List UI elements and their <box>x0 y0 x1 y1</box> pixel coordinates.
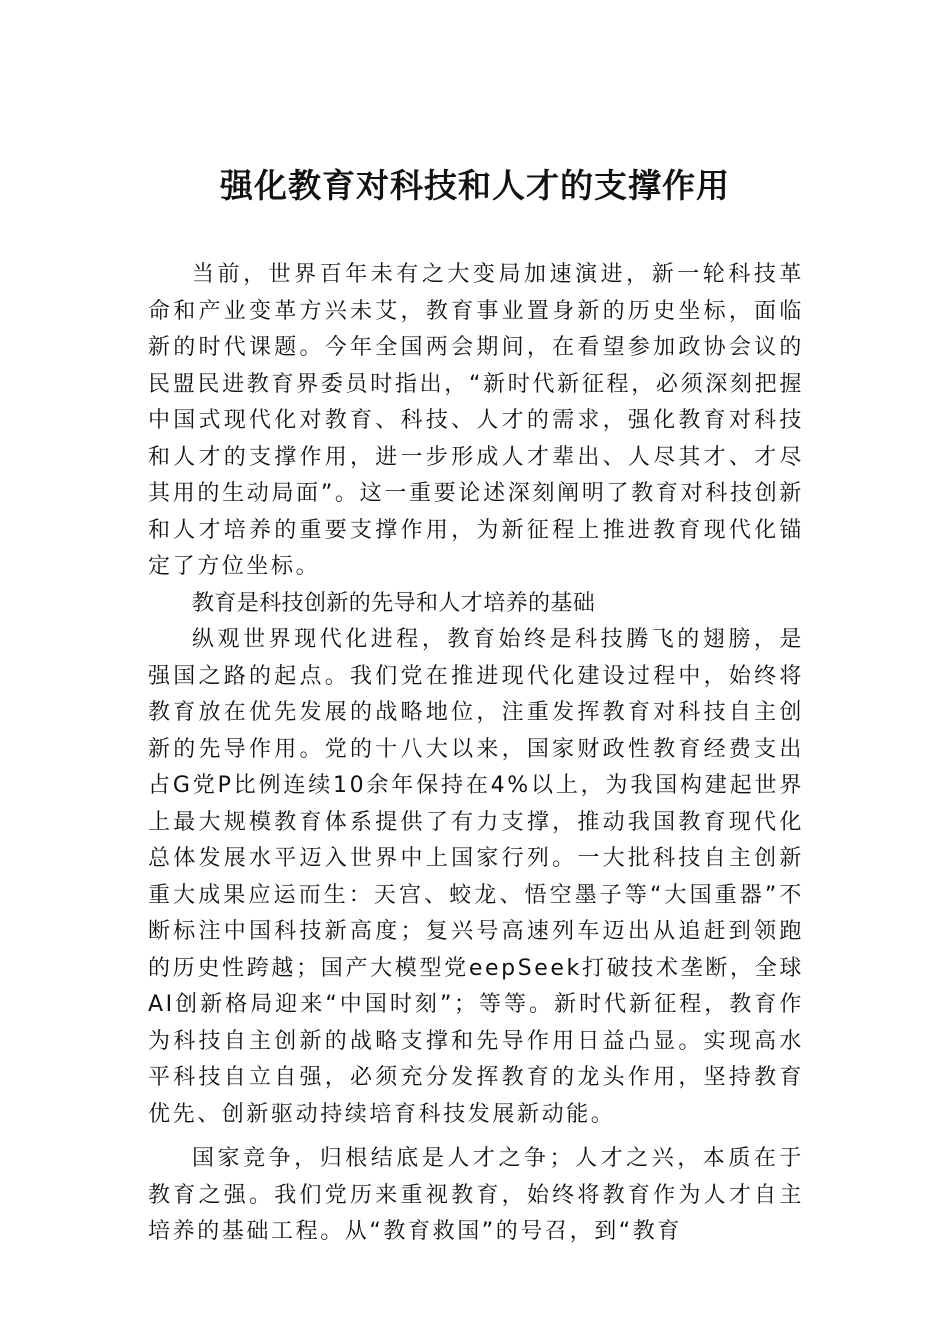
paragraph: 国家竞争，归根结底是人才之争；人才之兴，本质在于教育之强。我们党历来重视教育，始终将教育作为人才自主培养的基础工程。从“教育救国”的号召，到“教育 <box>148 1146 804 1244</box>
paragraph: 纵观世界现代化进程，教育始终是科技腾飞的翅膀，是强国之路的起点。我们党在推进现代化建设过程中，始终将教育放在优先发展的战略地位，注重发挥教育对科技自主创新的先导作用。党的十八大以来，国家财政性教育经费支出占G党P比例连续10余年保持在4%以上，为我国构建起世界上最大规模教育体系提供了有力支撑，推动我国教育现代化总体发展水平迈入世界中上国家行列。一大批科技自主创新重大成果应运而生：天宫、蛟龙、悟空墨子等“大国重器”不断标注中国科技新高度；复兴号高速列车迈出从追赶到领跑的历史性跨越；国产大模型党eepSeek打破技术垄断，全球AI创新格局迎来“中国时刻”；等等。新时代新征程，教育作为科技自主创新的战略支撑和先导作用日益凸显。实现高水平科技自立自强，必须充分发挥教育的龙头作用，坚持教育优先、创新驱动持续培育科技发展新动能。 <box>148 627 804 1127</box>
section-heading: 教育是科技创新的先导和人才培养的基础 <box>192 590 596 616</box>
document-body <box>148 257 804 1251</box>
paragraph: 当前，世界百年未有之大变局加速演进，新一轮科技革命和产业变革方兴未艾，教育事业置身新的历史坐标，面临新的时代课题。今年全国两会期间，在看望参加政协会议的民盟民进教育界委员时指出，“新时代新征程，必须深刻把握中国式现代化对教育、科技、人才的需求，强化教育对科技和人才的支撑作用，进一步形成人才辈出、人尽其才、才尽其用的生动局面”。这一重要论述深刻阐明了教育对科技创新和人才培养的重要支撑作用，为新征程上推进教育现代化锚定了方位坐标。 <box>148 262 804 579</box>
document-title: 强化教育对科技和人才的支撑作用 <box>220 166 730 205</box>
